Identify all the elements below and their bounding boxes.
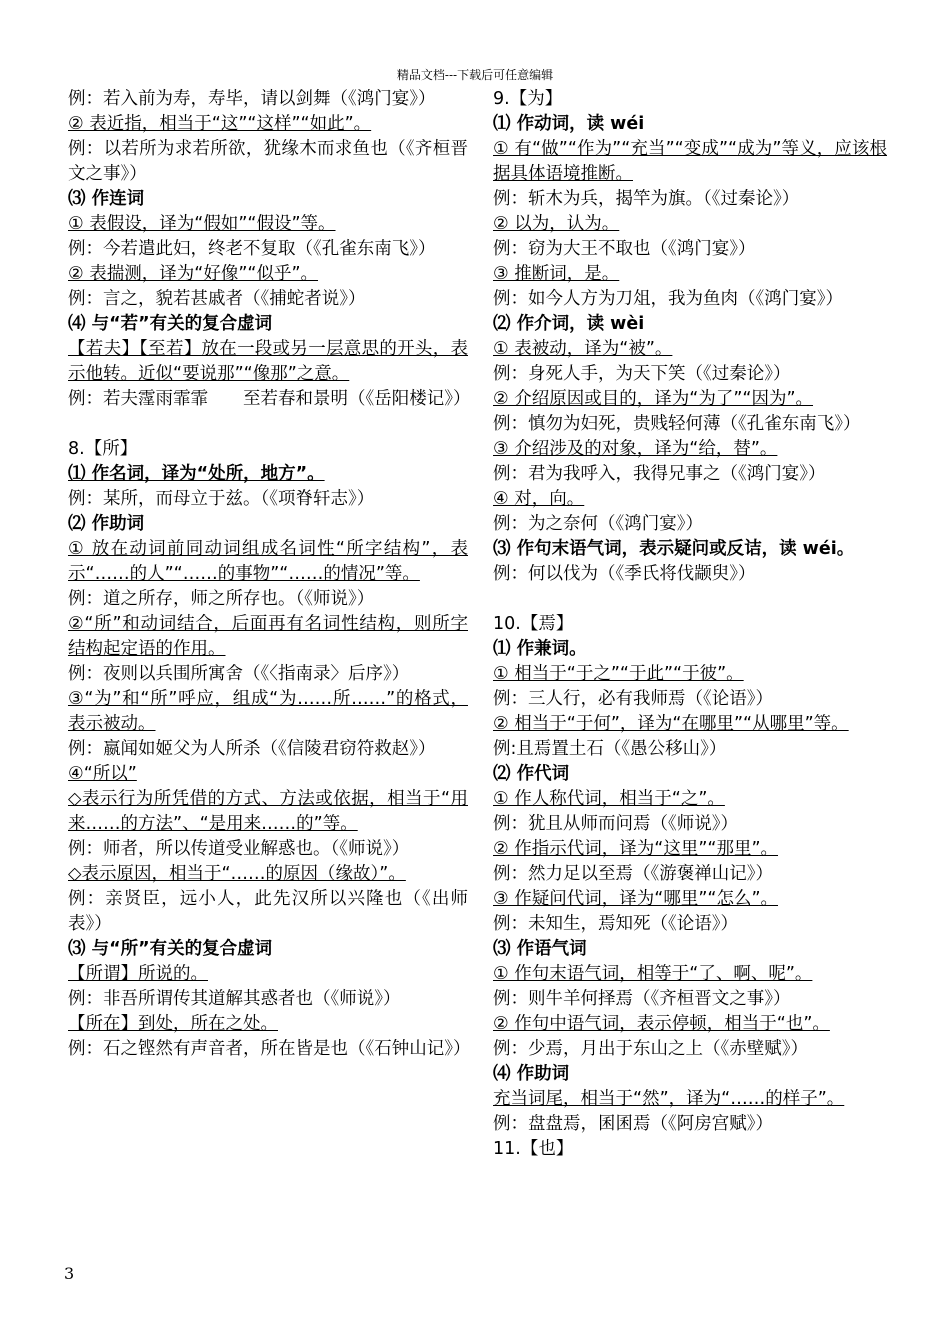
entry-heading: 10.【焉】 bbox=[493, 614, 574, 634]
definition-line: ① 表假设，译为“假如”“假设”等。 bbox=[68, 214, 336, 234]
example-line: 例:且焉置土石（《愚公移山》） bbox=[493, 739, 727, 759]
section-heading: ⑶ 与“所”有关的复合虚词 bbox=[68, 939, 273, 959]
definition-line: ② 作指示代词，译为“这里”“那里”。 bbox=[493, 839, 779, 859]
section-heading: ⑴ 作兼词。 bbox=[493, 639, 587, 659]
right-column bbox=[493, 87, 887, 1162]
section-heading: ⑵ 作助词 bbox=[68, 514, 145, 534]
definition-line: ① 作人称代词，相当于“之”。 bbox=[493, 789, 725, 809]
example-line: 例：亲贤臣，远小人，此先汉所以兴隆也（《出师表》） bbox=[68, 889, 468, 934]
definition-line: ③ 作疑问代词，译为“哪里”“怎么”。 bbox=[493, 889, 779, 909]
definition-line: ④ 对，向。 bbox=[493, 489, 585, 509]
example-line: 例：少焉，月出于东山之上（《赤壁赋》） bbox=[493, 1039, 808, 1059]
example-line: 例：则牛羊何择焉（《齐桓晋文之事》） bbox=[493, 989, 791, 1009]
example-line: 例：言之，貌若甚戚者（《捕蛇者说》） bbox=[68, 289, 366, 309]
page-number: 3 bbox=[64, 1264, 75, 1283]
example-line: 例：窃为大王不取也（《鸿门宴》） bbox=[493, 239, 756, 259]
definition-line: ② 表近指，相当于“这”“这样”“如此”。 bbox=[68, 114, 372, 134]
example-line: 例：非吾所谓传其道解其惑者也（《师说》） bbox=[68, 989, 401, 1009]
definition-line: ① 作句末语气词，相等于“了、啊、呢”。 bbox=[493, 964, 813, 984]
definition-line: ② 表揣测，译为“好像”“似乎”。 bbox=[68, 264, 319, 284]
example-line: 例：身死人手，为天下笑（《过秦论》） bbox=[493, 364, 791, 384]
example-line: 例：然力足以至焉（《游褒禅山记》） bbox=[493, 864, 773, 884]
example-line: 例：道之所存，师之所存也。（《师说》） bbox=[68, 589, 375, 609]
example-line: 例：犹且从师而问焉（《师说》） bbox=[493, 814, 738, 834]
section-heading: ⑷ 与“若”有关的复合虚词 bbox=[68, 314, 273, 334]
section-heading: ⑵ 作代词 bbox=[493, 764, 570, 784]
section-heading: ⑵ 作介词，读 wèi bbox=[493, 314, 645, 334]
example-line: 例：若入前为寿，寿毕，请以剑舞（《鸿门宴》） bbox=[68, 89, 436, 109]
left-column bbox=[68, 87, 471, 1062]
example-line: 例：夜则以兵围所寓舍（《〈指南录〉后序》） bbox=[68, 664, 410, 684]
page-header: 精品文档---下载后可任意编辑 bbox=[396, 68, 554, 82]
definition-line: 【所在】到处，所在之处。 bbox=[68, 1014, 278, 1034]
example-line: 例：为之奈何（《鸿门宴》） bbox=[493, 514, 703, 534]
definition-line: ◇表示行为所凭借的方式、方法或依据，相当于“用来……的方法”、“是用来……的”等。 bbox=[68, 789, 468, 834]
definition-line: ② 相当于“于何”，译为“在哪里”“从哪里”等。 bbox=[493, 714, 849, 734]
example-line: 例：如今人方为刀俎，我为鱼肉（《鸿门宴》） bbox=[493, 289, 843, 309]
spacer bbox=[493, 587, 887, 612]
definition-line: ① 有“做”“作为”“充当”“变成”“成为”等义，应该根据具体语境推断。 bbox=[493, 139, 887, 184]
example-line: 例：以若所为求若所欲，犹缘木而求鱼也（《齐桓晋文之事》） bbox=[68, 139, 468, 184]
definition-line: 【若夫】【至若】放在一段或另一层意思的开头，表示他转。近似“要说那”“像那”之意。 bbox=[68, 339, 468, 384]
definition-line: ② 作句中语气词，表示停顿，相当于“也”。 bbox=[493, 1014, 830, 1034]
example-line: 例：某所，而母立于兹。（《项脊轩志》） bbox=[68, 489, 375, 509]
definition-line: ① 相当于“于之”“于此”“于彼”。 bbox=[493, 664, 744, 684]
example-line: 例：今若遣此妇，终老不复取（《孔雀东南飞》） bbox=[68, 239, 436, 259]
definition-line: ④“所以” bbox=[68, 764, 137, 784]
definition-line: ② 以为，认为。 bbox=[493, 214, 620, 234]
example-line: 例：斩木为兵，揭竿为旗。（《过秦论》） bbox=[493, 189, 800, 209]
definition-line: ③ 介绍涉及的对象，译为“给，替”。 bbox=[493, 439, 778, 459]
definition-line: ③“为”和“所”呼应，组成“为……所……”的格式，表示被动。 bbox=[68, 689, 468, 734]
section-heading: ⑶ 作语气词 bbox=[493, 939, 587, 959]
section-heading: ⑴ 作动词，读 wéi bbox=[493, 114, 645, 134]
definition-line: ◇表示原因，相当于“……的原因（缘故）”。 bbox=[68, 864, 406, 884]
section-heading: ⑴ 作名词，译为“处所，地方”。 bbox=[68, 464, 325, 484]
definition-line: ② 介绍原因或目的，译为“为了”“因为”。 bbox=[493, 389, 814, 409]
example-line: 例：盘盘焉，囷囷焉（《阿房宫赋》） bbox=[493, 1114, 773, 1134]
entry-heading: 9.【为】 bbox=[493, 89, 563, 109]
example-line: 例：师者，所以传道受业解惑也。（《师说》） bbox=[68, 839, 410, 859]
section-heading: ⑶ 作句末语气词，表示疑问或反诘，读 wéi。 bbox=[493, 539, 855, 559]
definition-line: 充当词尾，相当于“然”，译为“……的样子”。 bbox=[493, 1089, 845, 1109]
example-line: 例：三人行，必有我师焉（《论语》） bbox=[493, 689, 773, 709]
example-line: 例：石之铿然有声音者，所在皆是也（《石钟山记》） bbox=[68, 1039, 471, 1059]
section-heading: ⑷ 作助词 bbox=[493, 1064, 570, 1084]
example-line: 例：君为我呼入，我得兄事之（《鸿门宴》） bbox=[493, 464, 826, 484]
definition-line: ②“所”和动词结合，后面再有名词性结构，则所字结构起定语的作用。 bbox=[68, 614, 468, 659]
spacer bbox=[68, 412, 468, 437]
entry-heading: 8.【所】 bbox=[68, 439, 138, 459]
definition-line: ③ 推断词，是。 bbox=[493, 264, 620, 284]
example-line: 例：嬴闻如姬父为人所杀（《信陵君窃符救赵》） bbox=[68, 739, 436, 759]
definition-line: ① 放在动词前同动词组成名词性“所字结构”，表示“……的人”“……的事物”“……的情况”等。 bbox=[68, 539, 468, 584]
definition-line: 【所谓】所说的。 bbox=[68, 964, 208, 984]
example-line: 例：若夫霪雨霏霏 至若春和景明（《岳阳楼记》） bbox=[68, 389, 471, 409]
example-line: 例：何以伐为（《季氏将伐颛臾》） bbox=[493, 564, 756, 584]
example-line: 例：慎勿为妇死，贵贱轻何薄（《孔雀东南飞》） bbox=[493, 414, 861, 434]
section-heading: ⑶ 作连词 bbox=[68, 189, 145, 209]
example-line: 例：未知生，焉知死（《论语》） bbox=[493, 914, 738, 934]
entry-heading: 11.【也】 bbox=[493, 1139, 574, 1159]
definition-line: ① 表被动，译为“被”。 bbox=[493, 339, 673, 359]
